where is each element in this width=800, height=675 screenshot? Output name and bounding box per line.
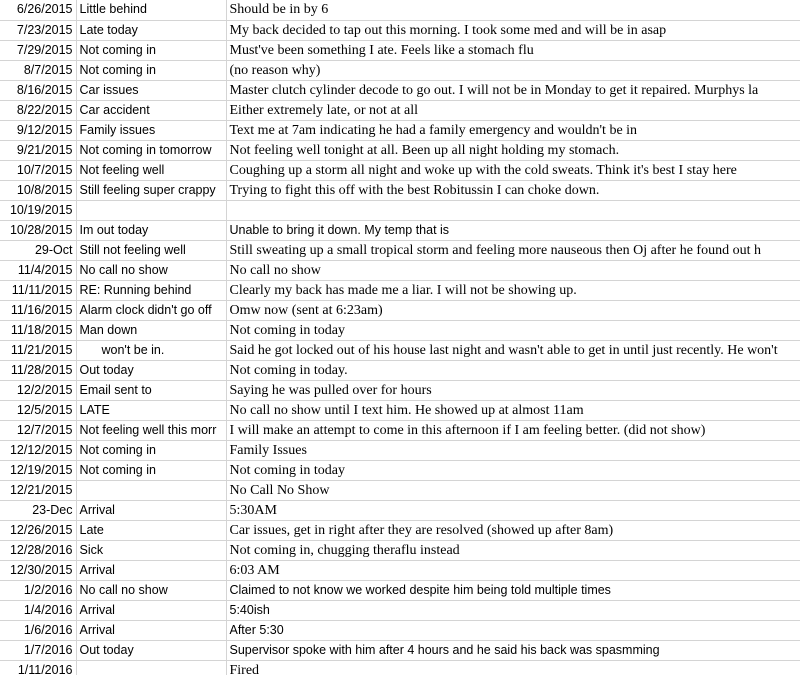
note-cell[interactable]: No call no show: [226, 260, 800, 280]
note-cell[interactable]: Master clutch cylinder decode to go out. I will not be in Monday to get it repaired. Murphys la: [226, 80, 800, 100]
note-cell[interactable]: Not coming in today: [226, 460, 800, 480]
subject-cell[interactable]: [76, 40, 226, 60]
note-cell[interactable]: No call no show until I text him. He showed up at almost 11am: [226, 400, 800, 420]
table-row: [0, 200, 800, 220]
subject-cell[interactable]: [76, 200, 226, 220]
note-cell[interactable]: No Call No Show: [226, 480, 800, 500]
subject-cell[interactable]: [76, 640, 226, 660]
subject-cell[interactable]: [76, 240, 226, 260]
subject-text: Man down: [79, 322, 138, 337]
subject-cell[interactable]: [76, 220, 226, 240]
table-row: [0, 160, 800, 180]
subject-text: LATE: [79, 402, 110, 417]
subject-text: Sick: [79, 542, 104, 557]
subject-text: Family issues: [79, 122, 156, 137]
subject-cell[interactable]: [76, 340, 226, 360]
subject-cell[interactable]: [76, 580, 226, 600]
note-cell[interactable]: Not feeling well tonight at all. Been up all night holding my stomach.: [226, 140, 800, 160]
table-row: [0, 600, 800, 620]
note-cell[interactable]: Car issues, get in right after they are resolved (showed up after 8am): [226, 520, 800, 540]
date-cell[interactable]: 11/21/2015: [0, 340, 76, 360]
table-row: [0, 440, 800, 460]
date-cell[interactable]: 10/8/2015: [0, 180, 76, 200]
date-cell[interactable]: 1/6/2016: [0, 620, 76, 640]
table-row: [0, 580, 800, 600]
note-cell[interactable]: My back decided to tap out this morning. I took some med and will be in asap: [226, 20, 800, 40]
note-cell[interactable]: Fired: [226, 660, 800, 675]
table-row: [0, 120, 800, 140]
note-cell[interactable]: Trying to fight this off with the best Robitussin I can choke down.: [226, 180, 800, 200]
subject-text: Out today: [79, 642, 134, 657]
date-cell[interactable]: 11/18/2015: [0, 320, 76, 340]
note-cell[interactable]: Clearly my back has made me a liar. I will not be showing up.: [226, 280, 800, 300]
date-cell[interactable]: 12/21/2015: [0, 480, 76, 500]
subject-cell[interactable]: [76, 0, 226, 20]
table-row: [0, 100, 800, 120]
subject-text: Little behind: [79, 2, 147, 17]
subject-text: Arrival: [79, 562, 115, 577]
subject-cell[interactable]: [76, 620, 226, 640]
subject-text: Not coming in: [79, 62, 156, 77]
date-cell[interactable]: 11/16/2015: [0, 300, 76, 320]
subject-text: Im out today: [79, 222, 149, 237]
subject-text: Email sent to: [79, 382, 152, 397]
note-cell[interactable]: 5:40ish: [226, 600, 800, 620]
subject-cell[interactable]: [76, 660, 226, 675]
subject-cell[interactable]: [76, 100, 226, 120]
subject-cell[interactable]: [76, 260, 226, 280]
date-cell[interactable]: 8/22/2015: [0, 100, 76, 120]
date-cell[interactable]: 10/7/2015: [0, 160, 76, 180]
note-cell[interactable]: Said he got locked out of his house last night and wasn't able to get in until just recently. He won't: [226, 340, 800, 360]
note-cell[interactable]: Not coming in, chugging theraflu instead: [226, 540, 800, 560]
date-cell[interactable]: 10/19/2015: [0, 200, 76, 220]
subject-text: Still feeling super crappy: [79, 182, 216, 197]
table-row: [0, 660, 800, 675]
subject-text: No call no show: [79, 262, 168, 277]
subject-text: Not coming in: [79, 462, 156, 477]
date-cell[interactable]: 12/2/2015: [0, 380, 76, 400]
date-cell[interactable]: 1/4/2016: [0, 600, 76, 620]
subject-cell[interactable]: [76, 500, 226, 520]
table-row: [0, 40, 800, 60]
note-cell[interactable]: Unable to bring it down. My temp that is: [226, 220, 800, 240]
date-cell[interactable]: 8/7/2015: [0, 60, 76, 80]
date-cell[interactable]: 1/7/2016: [0, 640, 76, 660]
subject-cell[interactable]: [76, 320, 226, 340]
note-cell[interactable]: Should be in by 6: [226, 0, 800, 20]
table-row: [0, 400, 800, 420]
subject-cell[interactable]: [76, 20, 226, 40]
date-cell[interactable]: 12/19/2015: [0, 460, 76, 480]
subject-cell[interactable]: [76, 300, 226, 320]
date-cell[interactable]: 11/4/2015: [0, 260, 76, 280]
date-cell[interactable]: 12/5/2015: [0, 400, 76, 420]
table-row: [0, 300, 800, 320]
subject-text: Out today: [79, 362, 134, 377]
table-row: [0, 460, 800, 480]
subject-text: Not coming in: [79, 42, 156, 57]
note-cell[interactable]: Saying he was pulled over for hours: [226, 380, 800, 400]
table-row: [0, 500, 800, 520]
date-cell[interactable]: 23-Dec: [0, 500, 76, 520]
subject-text: RE: Running behind: [79, 282, 192, 297]
subject-cell[interactable]: [76, 400, 226, 420]
subject-cell[interactable]: [76, 360, 226, 380]
subject-text: Still not feeling well: [79, 242, 186, 257]
note-cell[interactable]: Must've been something I ate. Feels like a stomach flu: [226, 40, 800, 60]
subject-text: Not coming in: [79, 442, 156, 457]
subject-text: Not coming in tomorrow: [79, 142, 212, 157]
date-cell[interactable]: 9/21/2015: [0, 140, 76, 160]
date-cell[interactable]: 11/28/2015: [0, 360, 76, 380]
subject-text: Alarm clock didn't go off: [79, 302, 212, 317]
date-cell[interactable]: 12/30/2015: [0, 560, 76, 580]
note-cell[interactable]: Supervisor spoke with him after 4 hours and he said his back was spasmming: [226, 640, 800, 660]
subject-cell[interactable]: [76, 180, 226, 200]
table-row: [0, 80, 800, 100]
date-cell[interactable]: 10/28/2015: [0, 220, 76, 240]
subject-cell[interactable]: [76, 140, 226, 160]
subject-text: Car issues: [79, 82, 139, 97]
table-row: [0, 280, 800, 300]
note-cell[interactable]: [226, 200, 800, 220]
table-row: [0, 480, 800, 500]
table-row: [0, 260, 800, 280]
subject-text: Late: [79, 522, 104, 537]
note-cell[interactable]: Either extremely late, or not at all: [226, 100, 800, 120]
note-cell[interactable]: Not coming in today.: [226, 360, 800, 380]
table-row: [0, 340, 800, 360]
table-row: [0, 220, 800, 240]
subject-text: Not feeling well this morr: [79, 422, 217, 437]
note-cell[interactable]: Not coming in today: [226, 320, 800, 340]
note-cell[interactable]: (no reason why): [226, 60, 800, 80]
note-cell[interactable]: Coughing up a storm all night and woke up with the cold sweats. Think it's best I stay here: [226, 160, 800, 180]
date-cell[interactable]: 12/12/2015: [0, 440, 76, 460]
subject-cell[interactable]: [76, 80, 226, 100]
date-cell[interactable]: 7/29/2015: [0, 40, 76, 60]
date-cell[interactable]: 29-Oct: [0, 240, 76, 260]
note-cell[interactable]: 6:03 AM: [226, 560, 800, 580]
note-cell[interactable]: Omw now (sent at 6:23am): [226, 300, 800, 320]
note-cell[interactable]: 5:30AM: [226, 500, 800, 520]
table-row: [0, 180, 800, 200]
subject-text: Car accident: [79, 102, 150, 117]
date-cell[interactable]: 1/11/2016: [0, 660, 76, 675]
subject-cell[interactable]: [76, 120, 226, 140]
subject-cell[interactable]: [76, 280, 226, 300]
subject-text: Arrival: [79, 602, 115, 617]
table-row: [0, 0, 800, 20]
date-cell[interactable]: 11/11/2015: [0, 280, 76, 300]
note-cell[interactable]: I will make an attempt to come in this afternoon if I am feeling better. (did not show): [226, 420, 800, 440]
date-cell[interactable]: 1/2/2016: [0, 580, 76, 600]
note-cell[interactable]: Family Issues: [226, 440, 800, 460]
subject-cell[interactable]: [76, 520, 226, 540]
note-cell[interactable]: Claimed to not know we worked despite him being told multiple times: [226, 580, 800, 600]
date-cell[interactable]: 12/26/2015: [0, 520, 76, 540]
table-row: [0, 560, 800, 580]
subject-cell[interactable]: [76, 60, 226, 80]
table-row: [0, 360, 800, 380]
subject-cell[interactable]: [76, 460, 226, 480]
subject-cell[interactable]: [76, 560, 226, 580]
note-cell[interactable]: Still sweating up a small tropical storm and feeling more nauseous then Oj after he found out h: [226, 240, 800, 260]
subject-cell[interactable]: [76, 160, 226, 180]
subject-text: No call no show: [79, 582, 168, 597]
note-cell[interactable]: Text me at 7am indicating he had a family emergency and wouldn't be in: [226, 120, 800, 140]
table-row: [0, 240, 800, 260]
subject-text: Late today: [79, 22, 138, 37]
subject-text: won't be in.: [101, 342, 165, 357]
subject-cell[interactable]: [76, 480, 226, 500]
subject-text: Arrival: [79, 502, 115, 517]
subject-cell[interactable]: [76, 540, 226, 560]
note-cell[interactable]: After 5:30: [226, 620, 800, 640]
table-row: [0, 320, 800, 340]
subject-cell[interactable]: [76, 420, 226, 440]
subject-text: Arrival: [79, 622, 115, 637]
table-row: [0, 520, 800, 540]
date-cell[interactable]: 9/12/2015: [0, 120, 76, 140]
table-row: [0, 420, 800, 440]
table-row: [0, 140, 800, 160]
table-row: [0, 60, 800, 80]
subject-cell[interactable]: [76, 380, 226, 400]
table-row: [0, 620, 800, 640]
subject-cell[interactable]: [76, 440, 226, 460]
date-cell[interactable]: 6/26/2015: [0, 0, 76, 20]
subject-cell[interactable]: [76, 600, 226, 620]
date-cell[interactable]: 12/28/2016: [0, 540, 76, 560]
date-cell[interactable]: 12/7/2015: [0, 420, 76, 440]
table-row: [0, 380, 800, 400]
subject-text: Not feeling well: [79, 162, 165, 177]
date-cell[interactable]: 8/16/2015: [0, 80, 76, 100]
date-cell[interactable]: 7/23/2015: [0, 20, 76, 40]
table-row: [0, 540, 800, 560]
table-row: [0, 640, 800, 660]
table-row: [0, 20, 800, 40]
